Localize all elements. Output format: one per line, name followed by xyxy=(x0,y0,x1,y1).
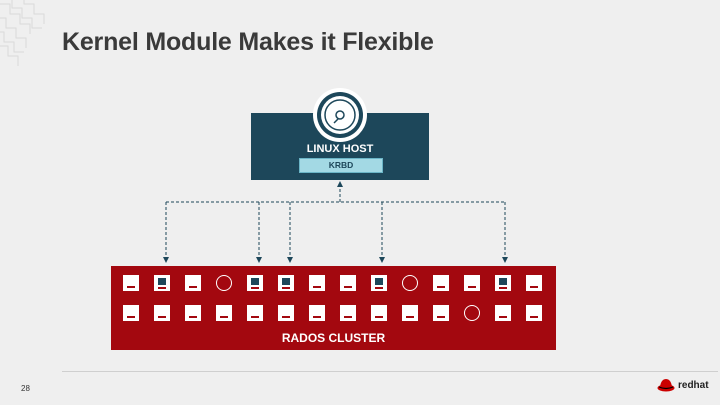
active-node-core xyxy=(158,278,166,285)
cluster-node-disk xyxy=(433,275,449,291)
cluster-node-active xyxy=(371,275,387,291)
cluster-node-disk xyxy=(154,305,170,321)
cluster-node-disk xyxy=(464,275,480,291)
cluster-node-disk xyxy=(278,305,294,321)
footer-divider xyxy=(62,371,718,372)
cluster-node-active xyxy=(495,275,511,291)
cluster-node-disk xyxy=(185,275,201,291)
cluster-node-mon xyxy=(216,275,232,291)
cluster-node-disk xyxy=(495,305,511,321)
cluster-node-active xyxy=(154,275,170,291)
cluster-node-disk xyxy=(309,275,325,291)
brand-name: redhat xyxy=(678,380,709,391)
cluster-node-disk xyxy=(185,305,201,321)
rados-cluster-label: RADOS CLUSTER xyxy=(281,331,386,345)
cluster-node-disk xyxy=(526,275,542,291)
cluster-node-disk xyxy=(340,275,356,291)
active-node-core xyxy=(375,278,383,285)
active-node-core xyxy=(251,278,259,285)
redhat-logo-icon xyxy=(657,377,675,393)
cluster-node-disk xyxy=(123,275,139,291)
linux-host-label: LINUX HOST xyxy=(306,143,374,155)
cluster-node-disk xyxy=(216,305,232,321)
page-number: 28 xyxy=(21,384,30,393)
krbd-module-label: KRBD xyxy=(299,158,383,173)
cluster-node-disk xyxy=(402,305,418,321)
cluster-node-mon xyxy=(402,275,418,291)
cluster-node-disk xyxy=(340,305,356,321)
active-node-core xyxy=(282,278,290,285)
cluster-node-disk xyxy=(433,305,449,321)
cluster-node-disk xyxy=(123,305,139,321)
rados-cluster-box xyxy=(111,266,556,350)
disk-icon xyxy=(312,87,368,143)
cluster-node-active xyxy=(247,275,263,291)
active-node-core xyxy=(499,278,507,285)
cluster-node-mon xyxy=(464,305,480,321)
slide-title: Kernel Module Makes it Flexible xyxy=(62,28,434,56)
cluster-node-active xyxy=(278,275,294,291)
cluster-node-disk xyxy=(371,305,387,321)
cluster-node-disk xyxy=(309,305,325,321)
cluster-node-disk xyxy=(247,305,263,321)
cluster-node-disk xyxy=(526,305,542,321)
